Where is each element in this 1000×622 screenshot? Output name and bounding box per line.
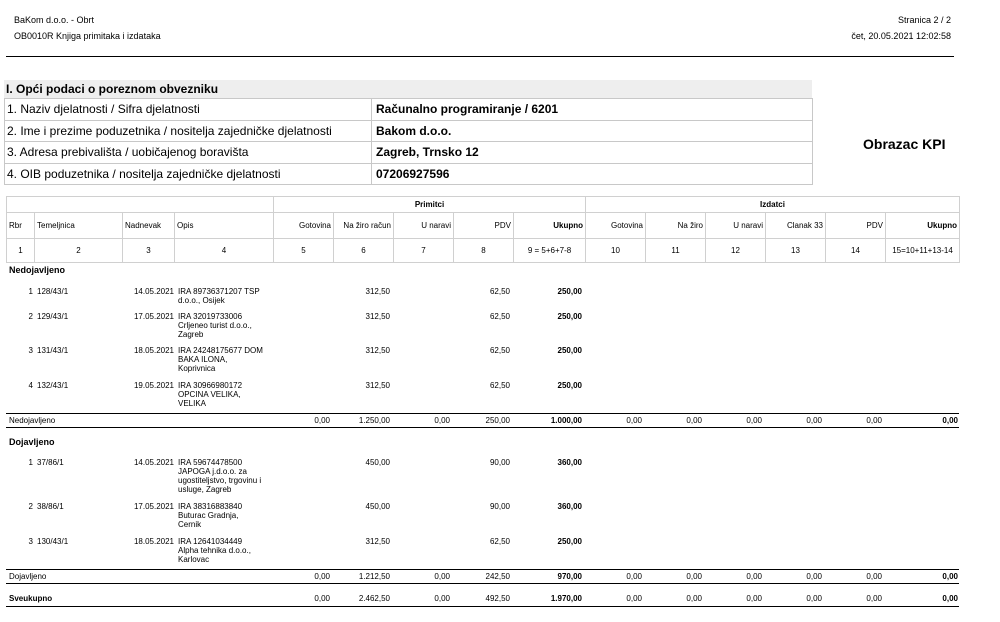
opis-line: ugostiteljstvo, trgovinu i [178, 476, 262, 485]
row-date: 18.05.2021 [133, 346, 174, 355]
opis-line: IRA 24248175677 DOM [178, 346, 263, 355]
opis-line: IRA 30966980172 [178, 381, 243, 390]
header-divider [6, 56, 954, 57]
sum-label: Nedojavljeno [9, 416, 56, 425]
row-ziro: 312,50 [365, 312, 390, 321]
row-rbr: 1 [28, 458, 33, 467]
row-ukupno: 360,00 [557, 458, 582, 467]
col-header: Opis [175, 213, 274, 239]
info-label: 3. Adresa prebivališta / uobičajenog boravišta [5, 142, 372, 164]
col-number: 11 [646, 239, 706, 263]
col-number: 10 [586, 239, 646, 263]
column-number-row [7, 239, 960, 263]
row-pdv: 62,50 [489, 312, 510, 321]
row-separator [6, 583, 959, 584]
taxpayer-info-table [4, 98, 813, 185]
sum-value: 0,00 [866, 572, 882, 581]
sum-value: 0,00 [434, 416, 450, 425]
col-header: Temeljnica [35, 213, 123, 239]
col-number: 7 [394, 239, 454, 263]
sum-value: 0,00 [314, 416, 330, 425]
row-separator [6, 413, 959, 414]
sum-value: 1.250,00 [358, 416, 390, 425]
sum-value: 0,00 [314, 572, 330, 581]
total-value: 0,00 [686, 594, 702, 603]
row-temeljnica: 132/43/1 [37, 381, 69, 390]
page-number: Stranica 2 / 2 [897, 15, 951, 25]
opis-line: usluge, Zagreb [178, 485, 232, 494]
opis-line: Cernik [178, 520, 202, 529]
row-opis [178, 346, 263, 373]
row-date: 17.05.2021 [133, 502, 174, 511]
total-value: 0,00 [434, 594, 450, 603]
col-header: Rbr [7, 213, 35, 239]
row-opis [178, 537, 251, 564]
sum-value: 0,00 [626, 572, 642, 581]
info-label: 4. OIB poduzetnika / nositelja zajedničke djelatnosti [5, 163, 372, 185]
col-number: 8 [454, 239, 514, 263]
opis-line: IRA 59674478500 [178, 458, 243, 467]
col-number: 5 [274, 239, 334, 263]
info-value: Bakom d.o.o. [372, 120, 813, 142]
col-number: 12 [706, 239, 766, 263]
info-value: Zagreb, Trnsko 12 [372, 142, 813, 164]
sum-value: 242,50 [485, 572, 510, 581]
col-header: Na žiro [646, 213, 706, 239]
row-ziro: 450,00 [365, 502, 390, 511]
row-temeljnica: 130/43/1 [37, 537, 69, 546]
sum-value: 0,00 [942, 416, 958, 425]
sum-value: 0,00 [626, 416, 642, 425]
col-header: Ukupno [886, 213, 960, 239]
row-ukupno: 250,00 [557, 537, 582, 546]
sum-value: 0,00 [434, 572, 450, 581]
total-value: 0,00 [806, 594, 822, 603]
row-ukupno: 250,00 [557, 312, 582, 321]
row-temeljnica: 131/43/1 [37, 346, 69, 355]
sum-value: 250,00 [485, 416, 510, 425]
column-header-row [7, 213, 960, 239]
info-label: 1. Naziv djelatnosti / Sifra djelatnosti [5, 99, 372, 121]
row-temeljnica: 129/43/1 [37, 312, 69, 321]
row-rbr: 2 [28, 312, 33, 321]
opis-line: Alpha tehnika d.o.o., [178, 546, 251, 555]
row-ukupno: 250,00 [557, 381, 582, 390]
opis-line: Crljeneo turist d.o.o., [178, 321, 252, 330]
row-separator [6, 427, 959, 428]
total-value: 2.462,50 [358, 594, 390, 603]
blank-cell [7, 197, 274, 213]
opis-line: d.o.o., Osijek [178, 296, 225, 305]
opis-line: OPCINA VELIKA, [178, 390, 241, 399]
section-heading: Dojavljeno [9, 437, 55, 447]
info-label: 2. Ime i prezime poduzetnika / nositelja zajedničke djelatnosti [5, 120, 372, 142]
row-temeljnica: 38/86/1 [37, 502, 64, 511]
col-number: 3 [123, 239, 175, 263]
total-value: 0,00 [626, 594, 642, 603]
total-value: 0,00 [314, 594, 330, 603]
total-value: 0,00 [942, 594, 958, 603]
row-temeljnica: 37/86/1 [37, 458, 64, 467]
opis-line: VELIKA [178, 399, 207, 408]
col-number: 4 [175, 239, 274, 263]
sum-value: 1.000,00 [550, 416, 582, 425]
opis-line: IRA 12641034449 [178, 537, 243, 546]
print-datetime: čet, 20.05.2021 12:02:58 [851, 31, 951, 41]
section-heading: Nedojavljeno [9, 265, 66, 275]
sum-value: 0,00 [746, 416, 762, 425]
row-date: 17.05.2021 [133, 312, 174, 321]
opis-line: Zagreb [178, 330, 204, 339]
row-pdv: 62,50 [489, 287, 510, 296]
info-value: 07206927596 [372, 163, 813, 185]
info-row [5, 99, 813, 121]
primitci-header: Primitci [274, 197, 586, 213]
group-header-row [7, 197, 960, 213]
sum-label: Dojavljeno [9, 572, 47, 581]
col-header: U naravi [706, 213, 766, 239]
row-date: 19.05.2021 [133, 381, 174, 390]
row-ziro: 450,00 [365, 458, 390, 467]
col-header: Gotovina [586, 213, 646, 239]
row-date: 14.05.2021 [133, 458, 174, 467]
total-label: Sveukupno [9, 594, 53, 603]
row-rbr: 1 [28, 287, 33, 296]
info-row [5, 120, 813, 142]
izdatci-header: Izdatci [586, 197, 960, 213]
sum-value: 0,00 [806, 572, 822, 581]
col-header: PDV [454, 213, 514, 239]
company-name: BaKom d.o.o. - Obrt [14, 15, 95, 25]
opis-line: JAPOGA j.d.o.o. za [178, 467, 247, 476]
col-number: 14 [826, 239, 886, 263]
row-opis [178, 458, 261, 494]
sum-value: 970,00 [557, 572, 582, 581]
col-number: 6 [334, 239, 394, 263]
row-ukupno: 250,00 [557, 346, 582, 355]
row-rbr: 2 [28, 502, 33, 511]
row-pdv: 62,50 [489, 346, 510, 355]
ledger-header [6, 196, 960, 263]
row-ukupno: 250,00 [557, 287, 582, 296]
row-date: 14.05.2021 [133, 287, 174, 296]
sum-value: 0,00 [942, 572, 958, 581]
row-rbr: 3 [28, 346, 33, 355]
opis-line: Karlovac [178, 555, 210, 564]
total-value: 1.970,00 [550, 594, 582, 603]
row-ziro: 312,50 [365, 346, 390, 355]
opis-line: BAKA ILONA, [178, 355, 228, 364]
col-header: Gotovina [274, 213, 334, 239]
col-header: Na žiro račun [334, 213, 394, 239]
info-row [5, 142, 813, 164]
row-rbr: 3 [28, 537, 33, 546]
row-opis [178, 312, 252, 339]
col-number: 13 [766, 239, 826, 263]
col-header: Ukupno [514, 213, 586, 239]
sum-value: 1.212,50 [358, 572, 390, 581]
col-header: Nadnevak [123, 213, 175, 239]
total-value: 0,00 [866, 594, 882, 603]
row-opis [178, 381, 242, 408]
row-rbr: 4 [28, 381, 33, 390]
report-name: OB0010R Knjiga primitaka i izdataka [14, 31, 161, 41]
col-header: PDV [826, 213, 886, 239]
row-ziro: 312,50 [365, 381, 390, 390]
opis-line: IRA 38316883840 [178, 502, 243, 511]
sum-value: 0,00 [686, 572, 702, 581]
opis-line: IRA 89736371207 TSP [178, 287, 260, 296]
sum-value: 0,00 [866, 416, 882, 425]
opis-line: IRA 32019733006 [178, 312, 243, 321]
row-ziro: 312,50 [365, 287, 390, 296]
row-ukupno: 360,00 [557, 502, 582, 511]
row-opis [178, 287, 260, 305]
form-name: Obrazac KPI [863, 136, 946, 152]
sum-value: 0,00 [686, 416, 702, 425]
sum-value: 0,00 [746, 572, 762, 581]
row-opis [178, 502, 242, 529]
info-value: Računalno programiranje / 6201 [372, 99, 813, 121]
total-value: 492,50 [485, 594, 510, 603]
col-header: U naravi [394, 213, 454, 239]
col-header: Clanak 33 [766, 213, 826, 239]
row-pdv: 62,50 [489, 537, 510, 546]
row-temeljnica: 128/43/1 [37, 287, 69, 296]
row-pdv: 90,00 [489, 458, 510, 467]
row-ziro: 312,50 [365, 537, 390, 546]
row-separator [6, 569, 959, 570]
row-pdv: 90,00 [489, 502, 510, 511]
section-title: I. Opći podaci o poreznom obvezniku [4, 80, 812, 98]
row-pdv: 62,50 [489, 381, 510, 390]
row-separator [6, 606, 959, 607]
col-number: 9 = 5+6+7-8 [514, 239, 586, 263]
total-value: 0,00 [746, 594, 762, 603]
col-number: 1 [7, 239, 35, 263]
info-row [5, 163, 813, 185]
col-number: 2 [35, 239, 123, 263]
row-date: 18.05.2021 [133, 537, 174, 546]
sum-value: 0,00 [806, 416, 822, 425]
col-number: 15=10+11+13-14 [886, 239, 960, 263]
opis-line: Koprivnica [178, 364, 216, 373]
opis-line: Buturac Gradnja, [178, 511, 239, 520]
